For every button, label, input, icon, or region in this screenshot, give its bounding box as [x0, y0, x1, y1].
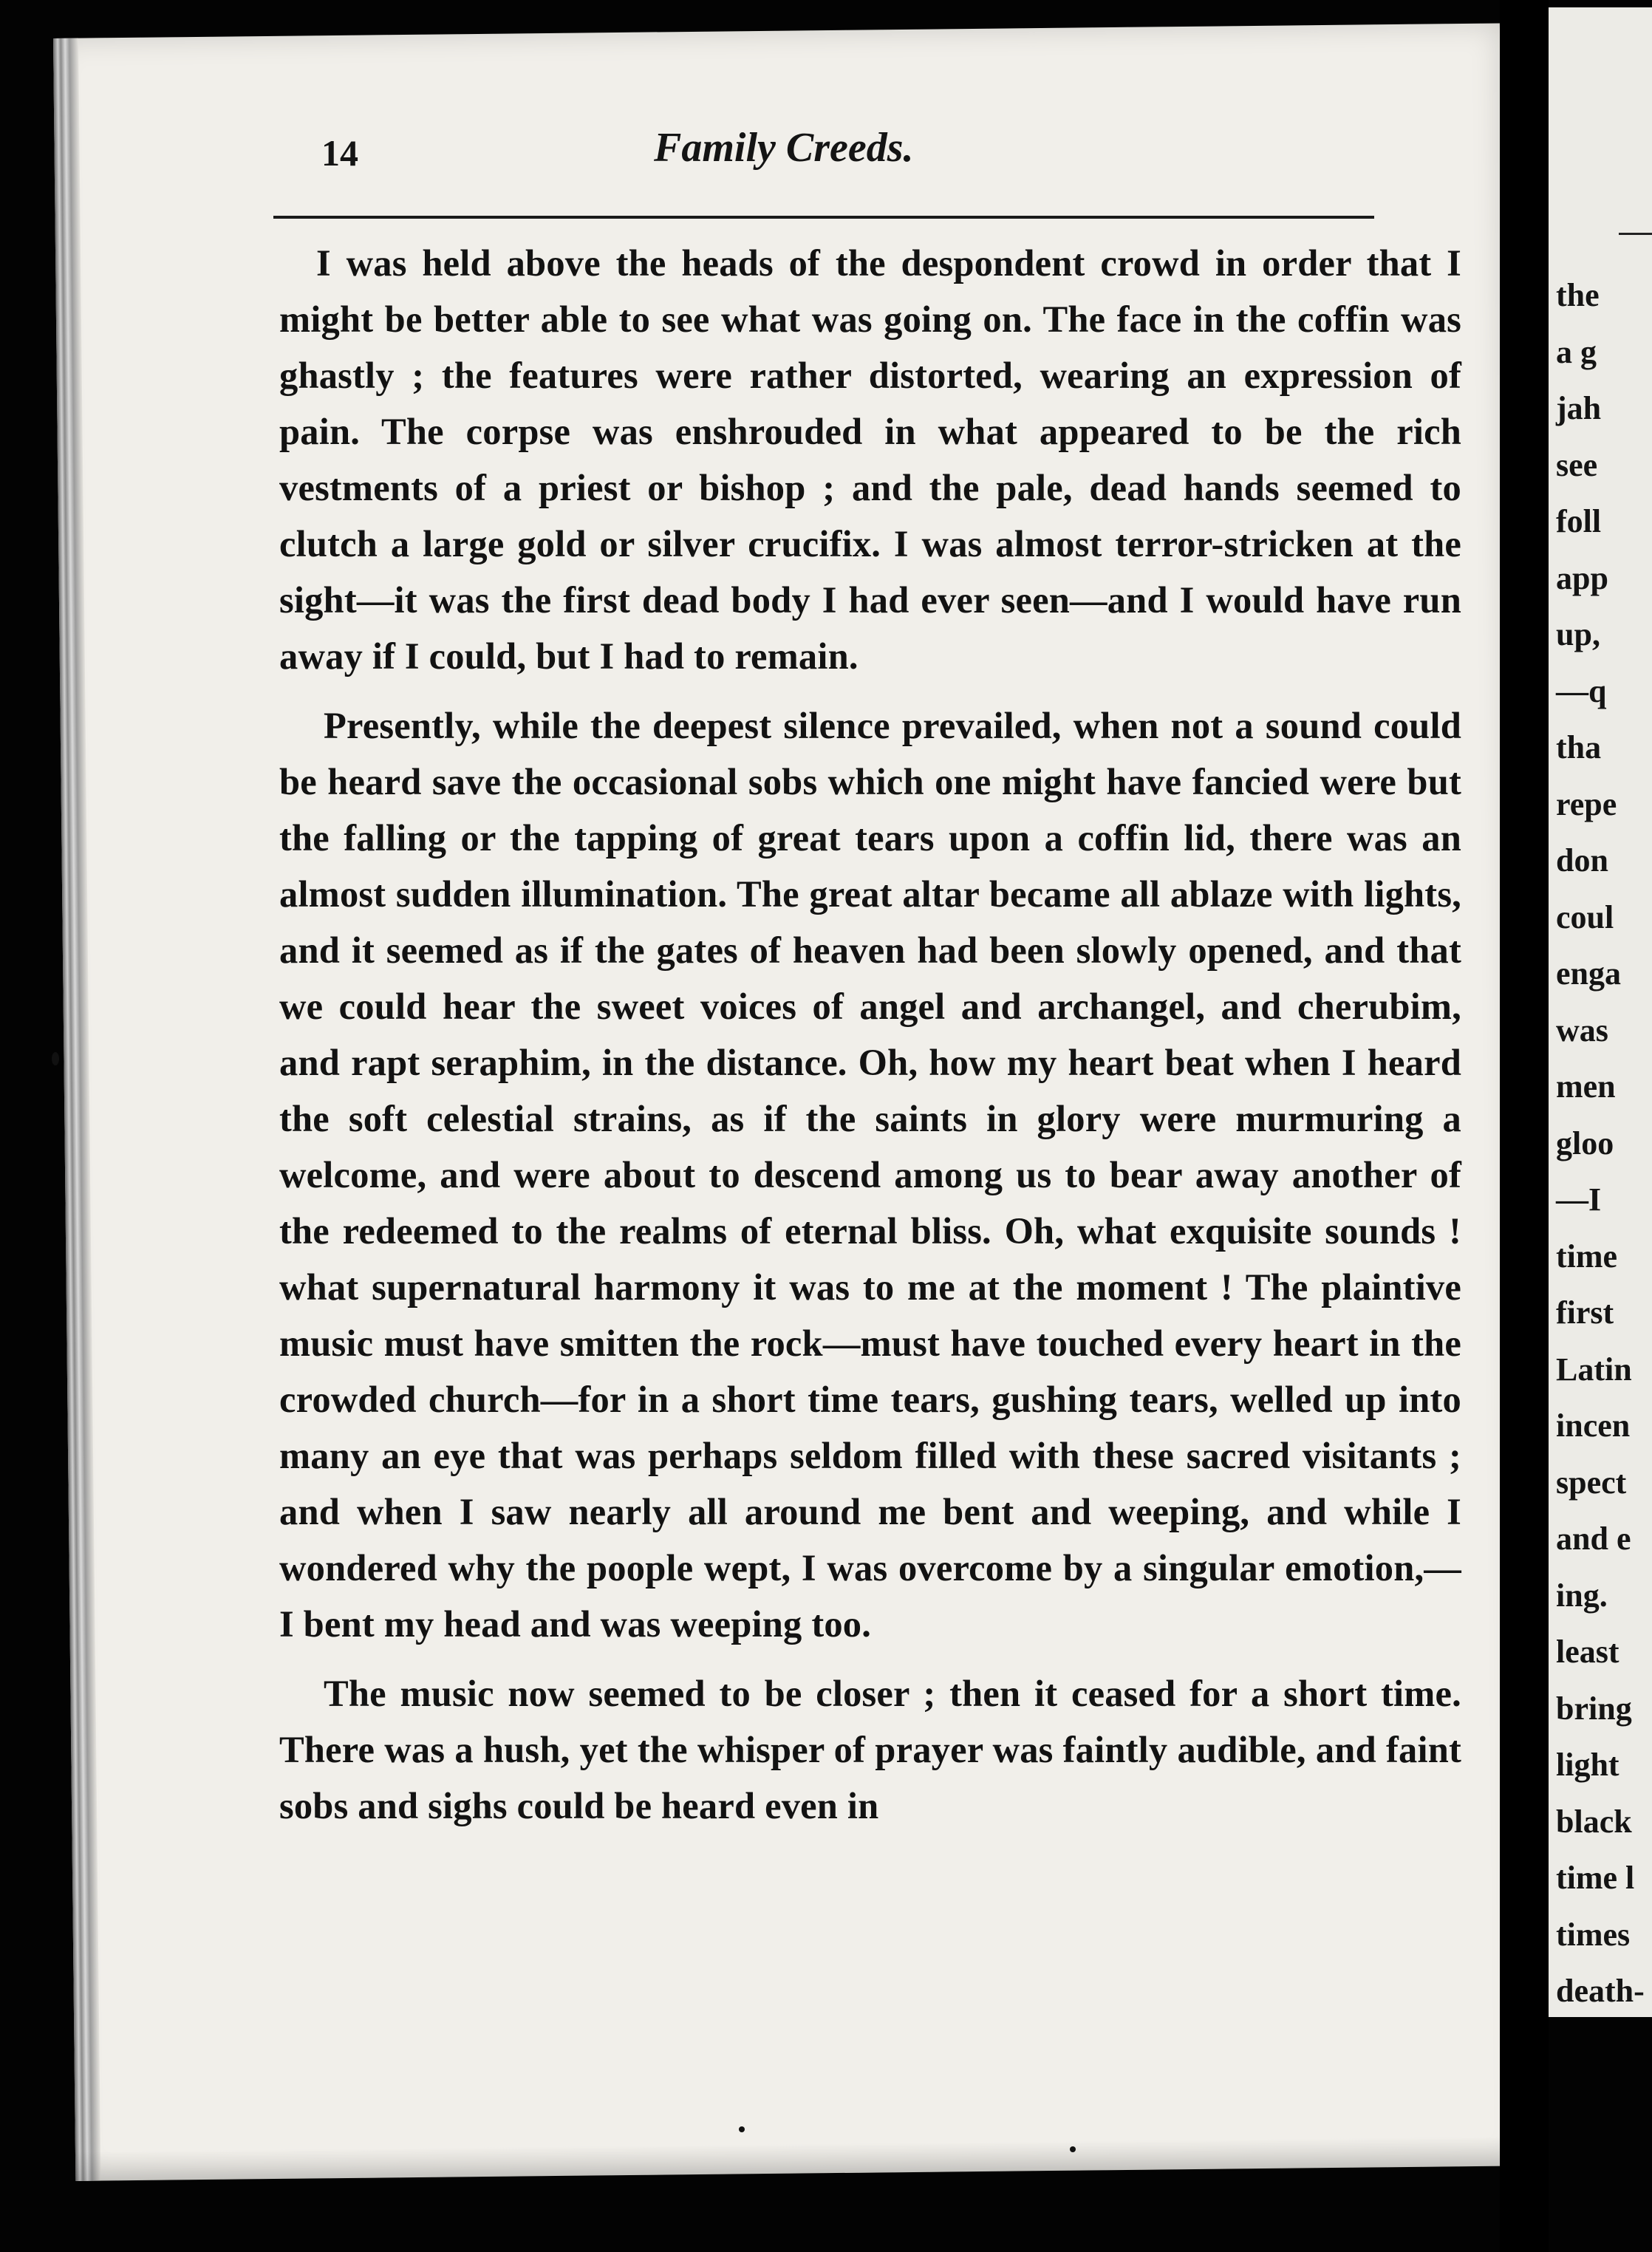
- header-rule: [273, 216, 1374, 219]
- paragraph-3: The music now seemed to be closer ; then it ceased for a short time. There was a hush, yet the whisper of prayer was faintly audible, and faint sobs and sighs could be heard even in: [279, 1673, 1461, 1826]
- line-fragment: foll: [1556, 503, 1602, 539]
- line-fragment: ing.: [1556, 1577, 1608, 1614]
- line-fragment: light: [1556, 1747, 1619, 1783]
- line-fragment: time: [1556, 1238, 1618, 1275]
- line-fragment: up,: [1556, 616, 1600, 652]
- paragraph-1: I was held above the heads of the despondent crowd in order that I might be better able to see what was going on. The face in the coffin was ghastly ; the features were rather distorted, wearing an expression of pain. The corpse was enshrouded in what appeared to be the rich vestments of a priest or bishop ; and the pale, dead hands seemed to clutch a large gold or silver crucifix. I was almost terror-stricken at the sight—it was the first dead body I had ever seen—and I would have run away if I could, but I had to remain.: [279, 242, 1461, 677]
- running-head: [270, 124, 1422, 191]
- running-title: Family Creeds.: [654, 125, 914, 171]
- paragraph-2: Presently, while the deepest silence prevailed, when not a sound could be heard save the occasional sobs which one might have fancied were but the falling or the tapping of great tears upon a coffin lid, there was an almost sudden illumination. The great altar became all ablaze with lights, and it seemed as if the gates of heaven had been slowly opened, and that we could hear the sweet voices of angel and archangel, and cherubim, and rapt seraphim, in the distance. Oh, how my heart beat when I heard the soft celestial strains, as if the saints in glory were murmuring a welcome, and were about to descend among us to bear away another of the redeemed to the realms of eternal bliss. Oh, what exquisite sounds ! what supernatural harmony it was to me at the moment ! The plaintive music must have smitten the rock—must have touched every heart in the crowded church—for in a short time tears, gushing tears, welled up into many an eye that was perhaps seldom filled with these sacred visitants ; and when I saw nearly all around me bent and weeping, and while I wondered why the poople wept, I was overcome by a singular emotion,—I bent my head and was weeping too.: [279, 705, 1461, 1645]
- line-fragment: times: [1556, 1916, 1631, 1953]
- ink-speck: [739, 2126, 745, 2132]
- line-fragment: repe: [1556, 785, 1617, 822]
- line-fragment: and e: [1556, 1521, 1631, 1557]
- line-fragment: —q: [1556, 672, 1607, 709]
- line-fragment: Latin: [1556, 1351, 1632, 1388]
- line-fragment: don: [1556, 842, 1608, 878]
- right-page: [1549, 7, 1652, 2017]
- ink-speck: [1070, 2146, 1076, 2152]
- line-fragment: enga: [1556, 955, 1621, 992]
- body-text: [279, 235, 1461, 1847]
- line-fragment: time l: [1556, 1860, 1635, 1896]
- line-fragment: tha: [1556, 729, 1602, 765]
- line-fragment: death-: [1556, 1973, 1645, 2009]
- page-gutter: [1500, 0, 1549, 2252]
- right-line-fragments: [1556, 267, 1645, 2017]
- line-fragment: —I: [1556, 1181, 1602, 1218]
- line-fragment: black: [1556, 1803, 1632, 1840]
- line-fragment: a g: [1556, 333, 1597, 370]
- line-fragment: incen: [1556, 1408, 1631, 1444]
- line-fragment: app: [1556, 559, 1608, 596]
- line-fragment: coul: [1556, 898, 1614, 935]
- right-header-rule: [1619, 233, 1652, 235]
- ink-speck: [52, 1052, 59, 1065]
- line-fragment: men: [1556, 1068, 1616, 1105]
- line-fragment: gloo: [1556, 1125, 1614, 1161]
- line-fragment: spect: [1556, 1464, 1627, 1501]
- page-number: 14: [321, 132, 358, 174]
- line-fragment: least: [1556, 1634, 1619, 1670]
- line-fragment: see: [1556, 446, 1598, 483]
- line-fragment: was: [1556, 1011, 1608, 1048]
- line-fragment: first: [1556, 1294, 1614, 1331]
- line-fragment: bring: [1556, 1690, 1632, 1727]
- line-fragment: the: [1556, 277, 1600, 313]
- line-fragment: jah: [1556, 390, 1602, 426]
